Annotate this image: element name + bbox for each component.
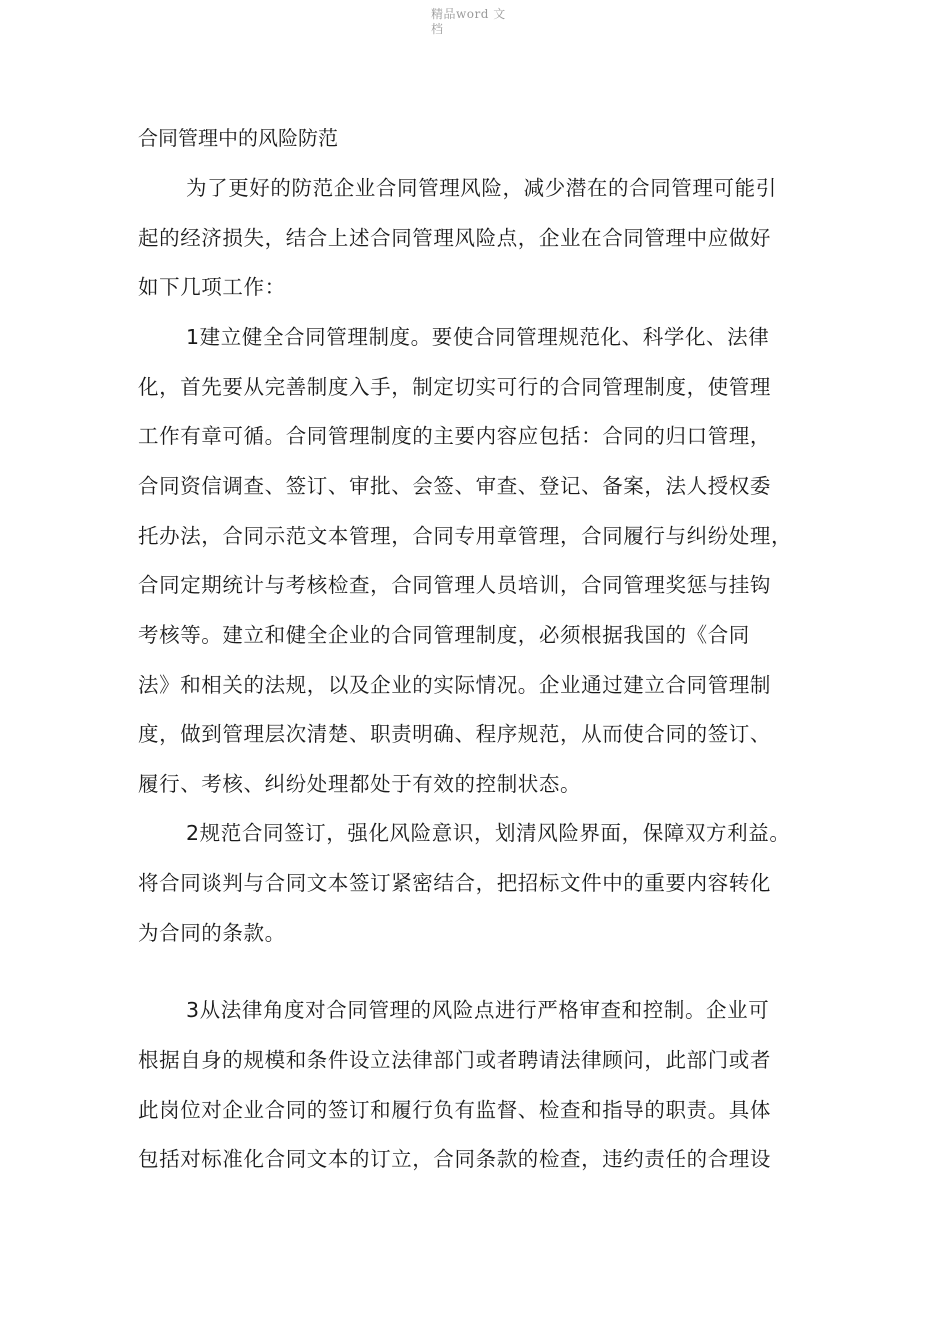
paragraph-2-line-4: 合同资信调查、签订、审批、会签、审查、登记、备案，法人授权委 [138,474,771,498]
watermark-line-2: 档 [431,22,444,36]
paragraph-4-line-4: 包括对标准化合同文本的订立，合同条款的检查，违约责任的合理设 [138,1147,771,1171]
paragraph-2-line-8: 法》和相关的法规，以及企业的实际情况。企业通过建立合同管理制 [138,673,771,697]
document-title: 合同管理中的风险防范 [138,126,338,150]
paragraph-2-line-10: 履行、考核、纠纷处理都处于有效的控制状态。 [138,772,582,796]
paragraph-2-line-9: 度，做到管理层次清楚、职责明确、程序规范，从而使合同的签订、 [138,722,771,746]
paragraph-4-line-2: 根据自身的规模和条件设立法律部门或者聘请法律顾问，此部门或者 [138,1048,771,1072]
paragraph-4-line-1: 3从法律角度对合同管理的风险点进行严格审查和控制。企业可 [186,998,770,1022]
paragraph-3-line-2: 将合同谈判与合同文本签订紧密结合，把招标文件中的重要内容转化 [138,871,771,895]
paragraph-3-line-3: 为合同的条款。 [138,921,286,945]
watermark-header [431,7,511,37]
paragraph-1-line-2: 起的经济损失，结合上述合同管理风险点，企业在合同管理中应做好 [138,226,771,250]
paragraph-2-line-5: 托办法，合同示范文本管理，合同专用章管理，合同履行与纠纷处理， [138,524,793,548]
paragraph-2-line-2: 化，首先要从完善制度入手，制定切实可行的合同管理制度，使管理 [138,375,771,399]
paragraph-4-line-3: 此岗位对企业合同的签订和履行负有监督、检查和指导的职责。具体 [138,1098,771,1122]
watermark-line-1: 精品word 文 [431,7,506,21]
paragraph-2-line-6: 合同定期统计与考核检查，合同管理人员培训，合同管理奖惩与挂钩 [138,573,771,597]
paragraph-1-line-3: 如下几项工作： [138,275,286,299]
paragraph-2-line-7: 考核等。建立和健全企业的合同管理制度，必须根据我国的《合同 [138,623,750,647]
paragraph-2-line-3: 工作有章可循。合同管理制度的主要内容应包括：合同的归口管理， [138,424,771,448]
paragraph-1-line-1: 为了更好的防范企业合同管理风险，减少潜在的合同管理可能引 [186,176,777,200]
paragraph-3-line-1: 2规范合同签订，强化风险意识，划清风险界面，保障双方利益。 [186,821,791,845]
paragraph-2-line-1: 1建立健全合同管理制度。要使合同管理规范化、科学化、法律 [186,325,770,349]
